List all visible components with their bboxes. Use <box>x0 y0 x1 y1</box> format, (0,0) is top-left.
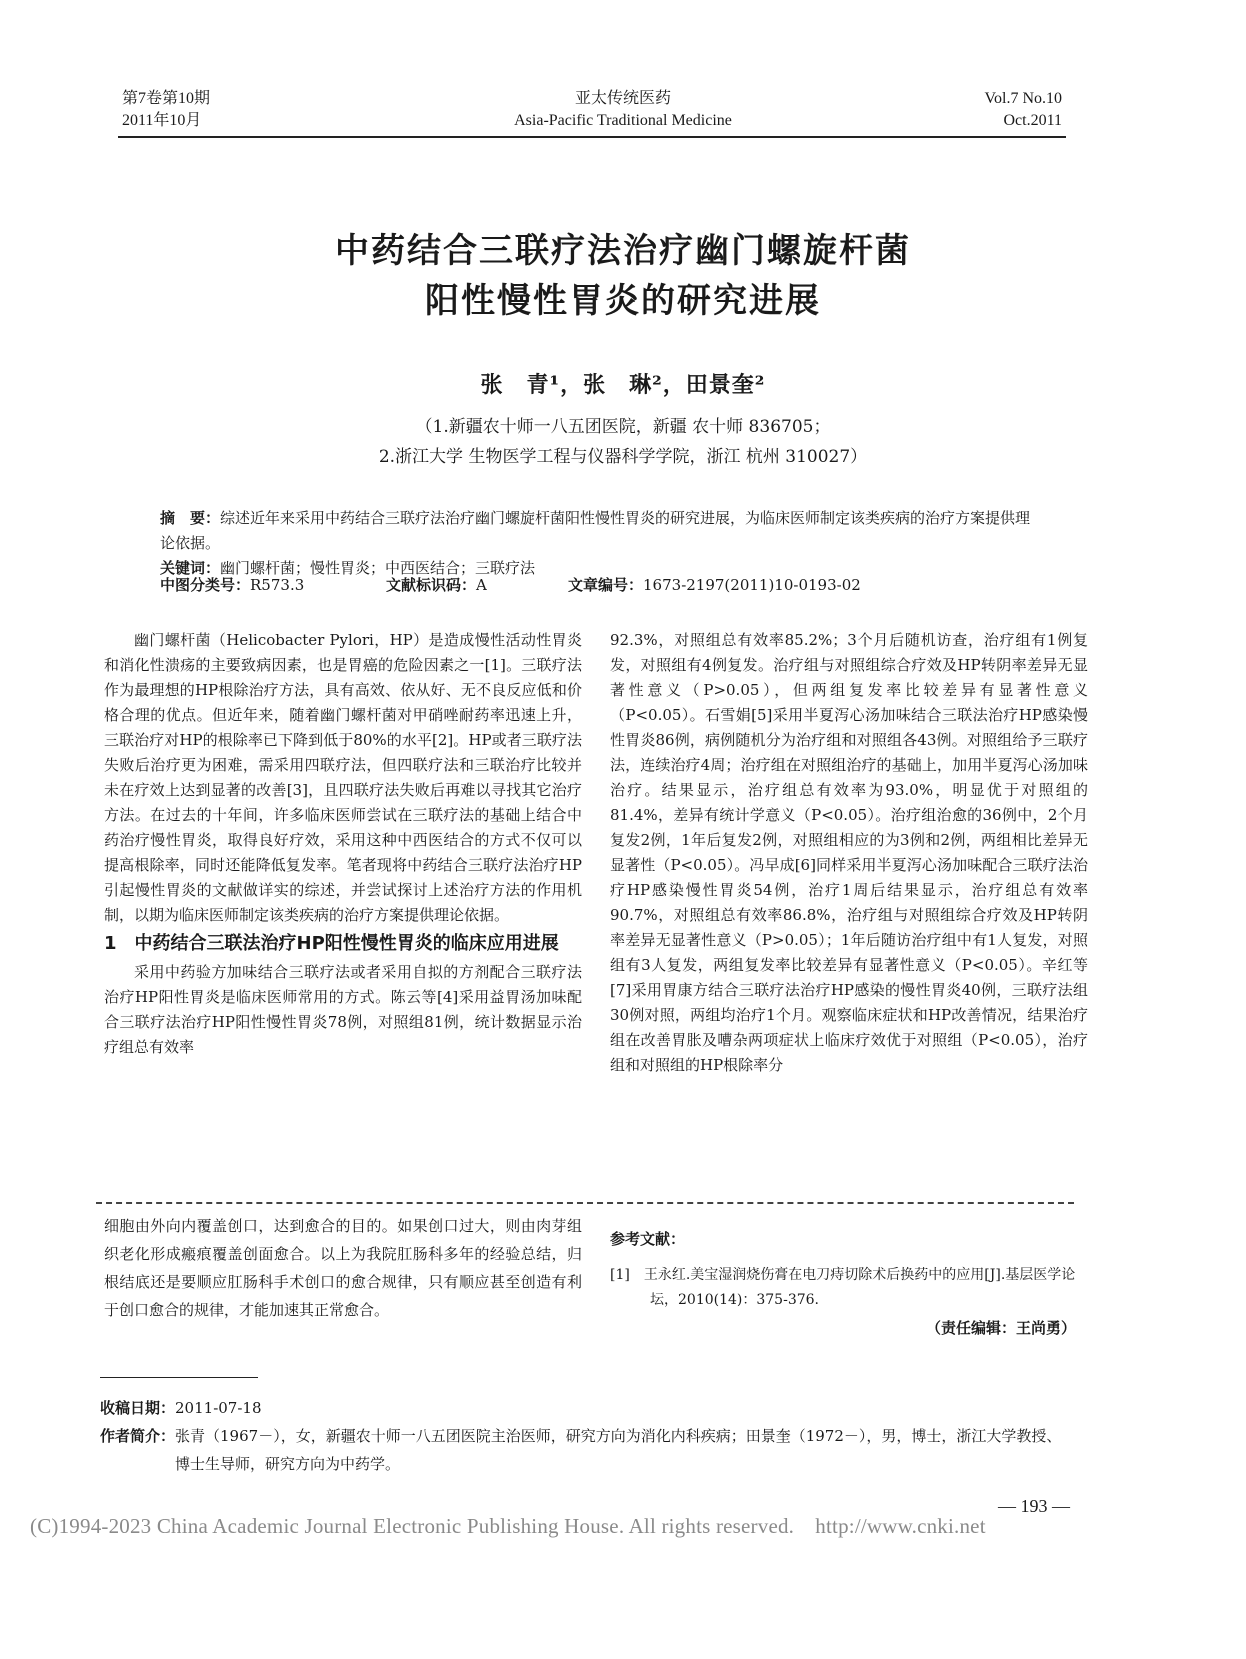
section-1-paragraph: 采用中药验方加味结合三联疗法或者采用自拟的方剂配合三联疗法治疗HP阳性胃炎是临床医师常用的方式。陈云等[4]采用益胃汤加味配合三联疗法治疗HP阳性慢性胃炎78例，对照组81例，统计数据显示治疗组总有效率 <box>104 963 582 1056</box>
article-number <box>568 573 861 598</box>
author-bio <box>100 1422 1074 1478</box>
page-number: — 193 — <box>998 1496 1070 1516</box>
bio-value: 张青（1967－），女，新疆农十师一八五团医院主治医师，研究方向为消化内科疾病；田景奎（1972－），男，博士，浙江大学教授、博士生导师，研究方向为中药学。 <box>175 1427 1062 1473</box>
responsible-editor: （责任编辑：王尚勇） <box>925 1319 1076 1337</box>
right-column <box>610 628 1088 1078</box>
affiliation-2: 2.浙江大学 生物医学工程与仪器科学学院，浙江 杭州 310027） <box>378 447 868 467</box>
abstract-text <box>160 506 1036 556</box>
footnote-block <box>100 1394 1074 1478</box>
references-block <box>610 1228 1076 1338</box>
references-title: 参考文献： <box>610 1230 686 1248</box>
article-separator <box>96 1202 1074 1204</box>
title-line-1: 中药结合三联疗法治疗幽门螺旋杆菌 <box>335 231 911 271</box>
affiliations <box>0 412 1246 472</box>
intro-paragraph: 幽门螺杆菌（Helicobacter Pylori，HP）是造成慢性活动性胃炎和消化性溃疡的主要致病因素，也是胃癌的危险因素之一[1]。三联疗法作为最理想的HP根除治疗方法，具有高效、依从好、无不良反应低和价格合理的优点。但近年来，随着幽门螺杆菌对甲硝唑耐药率迅速上升，三联治疗对HP的根除率已下降到低于80%的水平[2]。HP或者三联疗法失败后治疗更为困难，需采用四联疗法，但四联疗法和三联治疗比较并未在疗效上达到显著的改善[3]，且四联疗法失败后再难以寻找其它治疗方法。在过去的十年间，许多临床医师尝试在三联疗法的基础上结合中药治疗慢性胃炎，取得良好疗效，采用这种中西医结合的方式不仅可以提高根除率，同时还能降低复发率。笔者现将中药结合三联疗法治疗HP引起慢性胃炎的文献做详实的综述，并尝试探讨上述治疗方法的作用机制，以期为临床医师制定该类疾病的治疗方案提供理论依据。 <box>104 631 582 924</box>
article-title <box>0 226 1246 326</box>
clc-label: 中图分类号： <box>160 576 251 594</box>
affiliation-1: （1.新疆农十师一八五团医院，新疆 农十师 836705； <box>415 417 831 437</box>
article-value: 1673-2197(2011)10-0193-02 <box>643 576 861 594</box>
header-month-line: Oct.2011 <box>1003 112 1062 129</box>
copyright-watermark: (C)1994-2023 China Academic Journal Electronic Publishing House. All rights reserved. http://www.cnki.net <box>30 1514 986 1538</box>
keywords-value: 幽门螺杆菌；慢性胃炎；中西医结合；三联疗法 <box>220 559 536 577</box>
header-date-line: 2011年10月 <box>122 112 202 129</box>
previous-article-tail <box>104 1212 582 1324</box>
bio-label: 作者简介： <box>100 1427 176 1445</box>
abstract-body: 综述近年来采用中药结合三联疗法治疗幽门螺旋杆菌阳性慢性胃炎的研究进展，为临床医师制定该类疾病的治疗方案提供理论依据。 <box>160 509 1031 552</box>
author-list: 张 青¹，张 琳²，田景奎² <box>480 372 766 398</box>
clc-value: R573.3 <box>250 576 305 594</box>
received-label: 收稿日期： <box>100 1399 176 1417</box>
abstract-label: 摘 要： <box>160 509 221 527</box>
header-issue-line: 第7卷第10期 <box>122 90 211 107</box>
doc-value: A <box>476 576 487 594</box>
clc-number <box>160 573 304 598</box>
header-vol-line: Vol.7 No.10 <box>984 90 1062 107</box>
article-label: 文章编号： <box>568 576 644 594</box>
document-code <box>386 573 487 598</box>
received-value: 2011-07-18 <box>175 1399 262 1417</box>
header-rule <box>118 136 1066 138</box>
header-volume <box>985 88 1063 132</box>
abstract-block <box>160 506 1036 581</box>
left-column <box>104 628 582 1060</box>
keywords-label: 关键词： <box>160 559 221 577</box>
journal-name-en: Asia-Pacific Traditional Medicine <box>514 112 732 129</box>
journal-name-cn: 亚太传统医药 <box>574 90 671 107</box>
results-paragraph: 92.3%，对照组总有效率85.2%；3个月后随机访查，治疗组有1例复发，对照组有4例复发。治疗组与对照组综合疗效及HP转阴率差异无显著性意义（P>0.05），但两组复发率比较差异有显著性意义（P<0.05）。石雪娟[5]采用半夏泻心汤加味结合三联法治疗HP感染慢性胃炎86例，病例随机分为治疗组和对照组各43例。对照组给予三联疗法，连续治疗4周；治疗组在对照组治疗的基础上，加用半夏泻心汤加味治疗。结果显示，治疗组总有效率为93.0%，明显优于对照组的81.4%，差异有统计学意义（P<0.05）。治疗组治愈的36例中，2个月复发2例，1年后复发2例，对照组相应的为3例和2例，两组相比差异无显著性（P<0.05）。冯早成[6]同样采用半夏泻心汤加味配合三联疗法治疗HP感染慢性胃炎54例，治疗1周后结果显示，治疗组总有效率90.7%，对照组总有效率86.8%，治疗组与对照组综合疗效及HP转阴率差异无显著性意义（P>0.05）；1年后随访治疗组中有1人复发，对照组有3人复发，两组复发率比较差异有显著性意义（P<0.05）。辛红等[7]采用胃康方结合三联疗法治疗HP感染的慢性胃炎40例，三联疗法组30例对照，两组均治疗1个月。观察临床症状和HP改善情况，结果治疗组在改善胃胀及嘈杂两项症状上临床疗效优于对照组（P<0.05），治疗组和对照组的HP根除率分 <box>610 631 1088 1074</box>
reference-item: [1] 王永红.美宝湿润烧伤膏在电刀痔切除术后换药中的应用[J].基层医学论坛，2010(14)：375-376. <box>610 1267 1076 1308</box>
doc-label: 文献标识码： <box>386 576 477 594</box>
footnote-rule <box>100 1377 258 1378</box>
section-heading-1: 1 中药结合三联法治疗HP阳性慢性胃炎的临床应用进展 <box>104 933 559 954</box>
tail-paragraph: 细胞由外向内覆盖创口，达到愈合的目的。如果创口过大，则由肉芽组织老化形成瘢痕覆盖创面愈合。以上为我院肛肠科多年的经验总结，归根结底还是要顺应肛肠科手术创口的愈合规律，只有顺应甚至创造有利于创口愈合的规律，才能加速其正常愈合。 <box>104 1217 582 1319</box>
title-line-2: 阳性慢性胃炎的研究进展 <box>425 281 821 321</box>
received-date <box>100 1394 1074 1422</box>
